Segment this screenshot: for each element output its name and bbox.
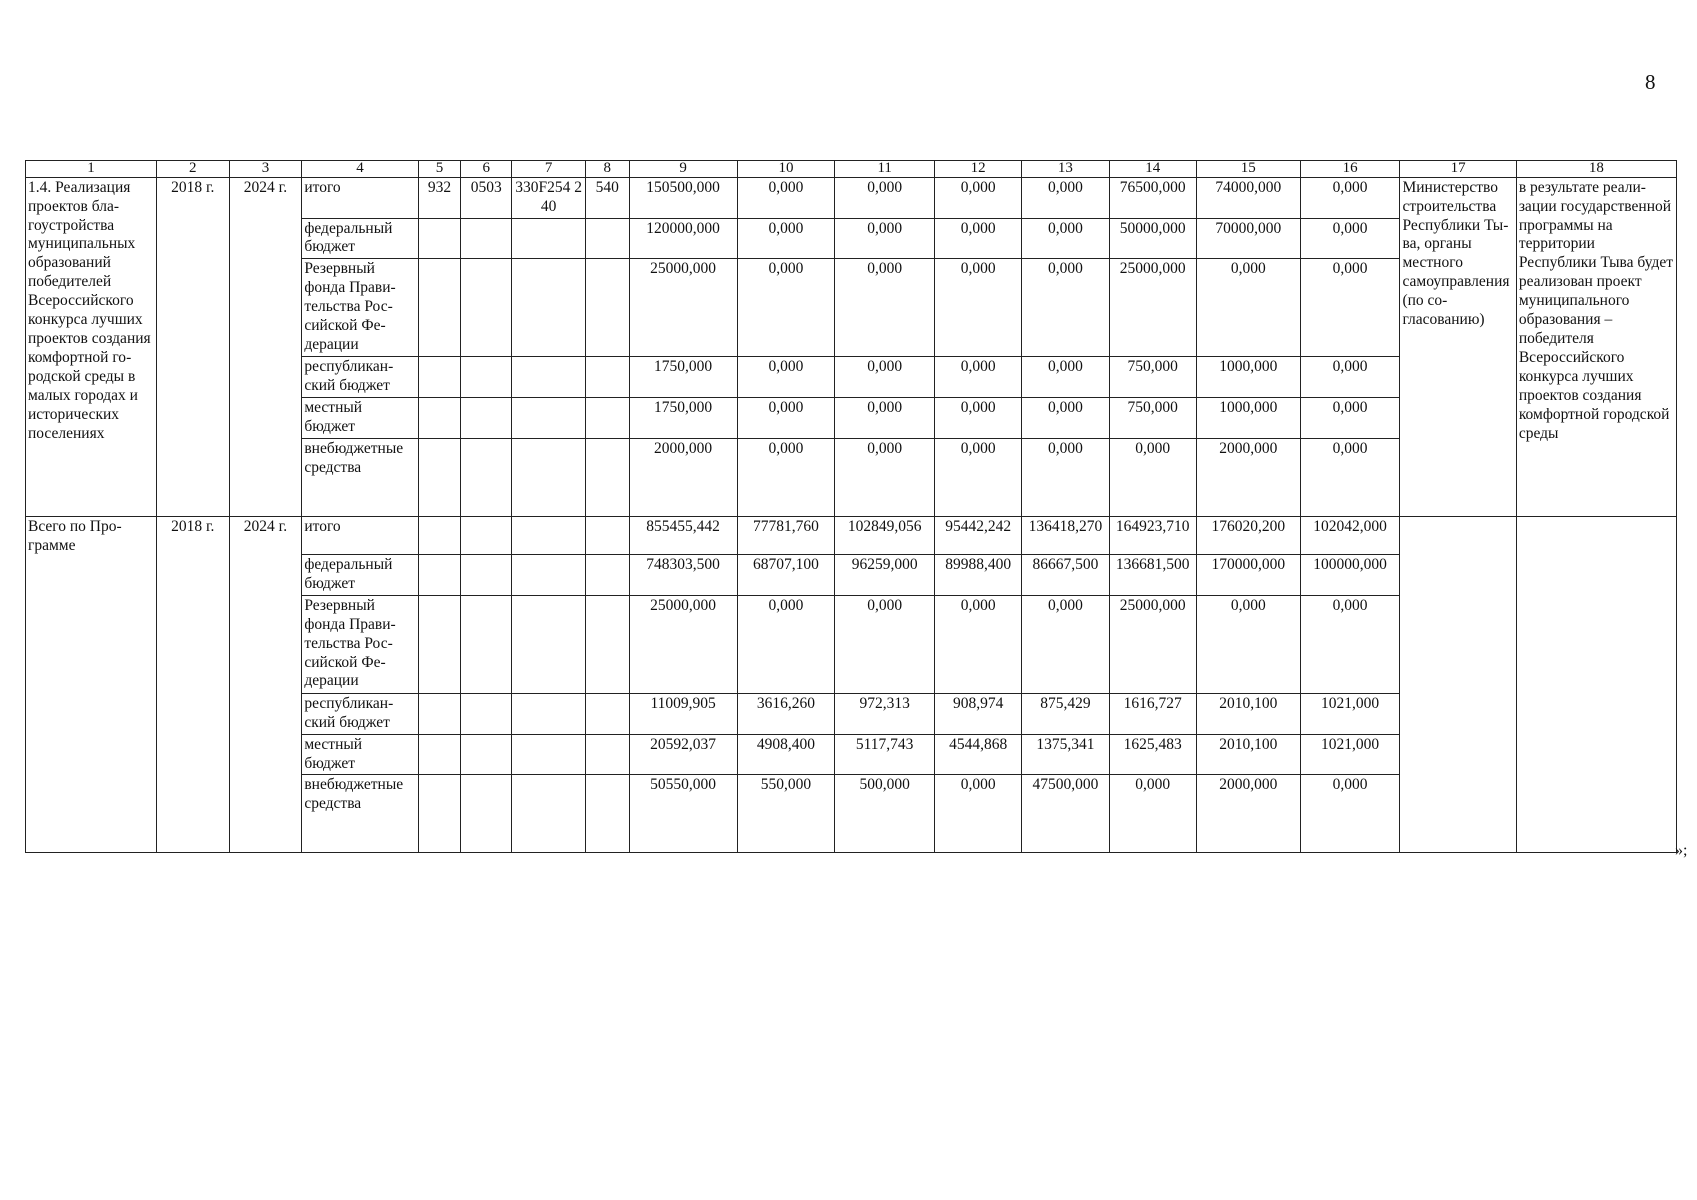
column-header-7: 7	[512, 161, 586, 178]
amount-cell: 4908,400	[737, 734, 835, 775]
amount-cell: 0,000	[935, 595, 1022, 693]
funding-source: Резервный фонда Правительства Российской Федерации	[302, 259, 418, 357]
amount-cell: 855455,442	[629, 517, 737, 555]
budget-code-cell	[585, 218, 629, 259]
amount-cell: 136418,270	[1022, 517, 1109, 555]
budget-code-cell	[418, 357, 461, 398]
amount-cell: 0,000	[835, 439, 935, 517]
column-header-3: 3	[229, 161, 302, 178]
funding-source: внебюджетные средства	[302, 775, 418, 853]
budget-code-cell: 0503	[461, 177, 512, 218]
amount-cell: 0,000	[1300, 177, 1400, 218]
program-item-name: 1.4. Реализация проектов благоустройства муниципальных образований победителей Всероссийского конкурса лучших проектов создания комфортной городской среды в малых городах и исторических поселениях	[26, 177, 157, 516]
budget-code-cell	[461, 259, 512, 357]
budget-code-cell	[512, 439, 586, 517]
budget-code-cell	[418, 775, 461, 853]
column-header-4: 4	[302, 161, 418, 178]
amount-cell: 2000,000	[629, 439, 737, 517]
amount-cell: 100000,000	[1300, 555, 1400, 596]
amount-cell: 0,000	[1300, 595, 1400, 693]
amount-cell: 0,000	[737, 259, 835, 357]
budget-code-cell	[418, 595, 461, 693]
amount-cell: 1021,000	[1300, 693, 1400, 734]
amount-cell: 77781,760	[737, 517, 835, 555]
amount-cell: 972,313	[835, 693, 935, 734]
budget-code-cell	[418, 693, 461, 734]
budget-code-cell	[418, 218, 461, 259]
amount-cell: 68707,100	[737, 555, 835, 596]
amount-cell: 164923,710	[1109, 517, 1196, 555]
budget-code-cell	[512, 555, 586, 596]
budget-code-cell	[585, 259, 629, 357]
amount-cell: 550,000	[737, 775, 835, 853]
amount-cell: 0,000	[737, 398, 835, 439]
amount-cell: 0,000	[1022, 398, 1109, 439]
budget-code-cell	[512, 398, 586, 439]
column-header-8: 8	[585, 161, 629, 178]
funding-source: итого	[302, 177, 418, 218]
amount-cell: 0,000	[1022, 595, 1109, 693]
table-row	[26, 177, 1677, 218]
amount-cell: 5117,743	[835, 734, 935, 775]
amount-cell: 3616,260	[737, 693, 835, 734]
budget-code-cell	[512, 357, 586, 398]
amount-cell: 0,000	[1196, 595, 1300, 693]
column-header-11: 11	[835, 161, 935, 178]
budget-code-cell	[512, 517, 586, 555]
amount-cell: 0,000	[835, 177, 935, 218]
amount-cell: 96259,000	[835, 555, 935, 596]
amount-cell: 0,000	[935, 259, 1022, 357]
budget-code-cell	[512, 693, 586, 734]
funding-source: внебюджетные средства	[302, 439, 418, 517]
program-item-name: Всего по Программе	[26, 517, 157, 853]
amount-cell: 0,000	[1300, 218, 1400, 259]
funding-source: Резервный фонда Правительства Российской Федерации	[302, 595, 418, 693]
budget-code-cell	[585, 555, 629, 596]
amount-cell: 2000,000	[1196, 439, 1300, 517]
budget-code-cell	[585, 357, 629, 398]
funding-source: республиканский бюджет	[302, 357, 418, 398]
amount-cell: 70000,000	[1196, 218, 1300, 259]
budget-code-cell	[461, 693, 512, 734]
amount-cell: 0,000	[737, 357, 835, 398]
budget-code-cell	[585, 595, 629, 693]
amount-cell: 0,000	[835, 398, 935, 439]
amount-cell: 11009,905	[629, 693, 737, 734]
amount-cell: 1021,000	[1300, 734, 1400, 775]
budget-code-cell	[418, 439, 461, 517]
end-year: 2024 г.	[229, 177, 302, 516]
amount-cell: 95442,242	[935, 517, 1022, 555]
amount-cell: 875,429	[1022, 693, 1109, 734]
amount-cell: 0,000	[935, 218, 1022, 259]
amount-cell: 170000,000	[1196, 555, 1300, 596]
amount-cell: 176020,200	[1196, 517, 1300, 555]
amount-cell: 0,000	[835, 595, 935, 693]
budget-code-cell: 330F254 240	[512, 177, 586, 218]
budget-code-cell	[461, 517, 512, 555]
amount-cell: 750,000	[1109, 398, 1196, 439]
column-header-5: 5	[418, 161, 461, 178]
budget-code-cell	[512, 218, 586, 259]
program-table	[25, 160, 1677, 853]
amount-cell: 1750,000	[629, 357, 737, 398]
amount-cell: 0,000	[1022, 177, 1109, 218]
column-header-15: 15	[1196, 161, 1300, 178]
amount-cell: 86667,500	[1022, 555, 1109, 596]
budget-code-cell	[585, 775, 629, 853]
amount-cell: 76500,000	[1109, 177, 1196, 218]
column-header-10: 10	[737, 161, 835, 178]
amount-cell: 120000,000	[629, 218, 737, 259]
budget-code-cell	[585, 693, 629, 734]
amount-cell: 1375,341	[1022, 734, 1109, 775]
column-header-12: 12	[935, 161, 1022, 178]
column-header-14: 14	[1109, 161, 1196, 178]
budget-code-cell	[585, 734, 629, 775]
budget-code-cell	[512, 775, 586, 853]
expected-result-cell	[1516, 517, 1676, 853]
amount-cell: 0,000	[1022, 439, 1109, 517]
amount-cell: 500,000	[835, 775, 935, 853]
amount-cell: 4544,868	[935, 734, 1022, 775]
budget-code-cell	[418, 398, 461, 439]
expected-result-cell: в результате реализации государственной программы на территории Республики Тыва будет реализован проект муниципального образования – победителя Всероссийского конкурса лучших проектов создания комфортной городской среды	[1516, 177, 1676, 516]
column-header-1: 1	[26, 161, 157, 178]
budget-code-cell	[585, 439, 629, 517]
budget-code-cell	[418, 555, 461, 596]
amount-cell: 0,000	[1300, 357, 1400, 398]
amount-cell: 2000,000	[1196, 775, 1300, 853]
start-year: 2018 г.	[156, 517, 229, 853]
column-header-16: 16	[1300, 161, 1400, 178]
amount-cell: 1616,727	[1109, 693, 1196, 734]
amount-cell: 0,000	[1109, 439, 1196, 517]
amount-cell: 50000,000	[1109, 218, 1196, 259]
page-number: 8	[1645, 70, 1656, 94]
budget-code-cell	[418, 517, 461, 555]
amount-cell: 0,000	[1300, 259, 1400, 357]
amount-cell: 0,000	[1196, 259, 1300, 357]
header-row	[26, 161, 1677, 178]
amount-cell: 1000,000	[1196, 398, 1300, 439]
amount-cell: 136681,500	[1109, 555, 1196, 596]
amount-cell: 20592,037	[629, 734, 737, 775]
column-header-9: 9	[629, 161, 737, 178]
amount-cell: 0,000	[835, 357, 935, 398]
table-row	[26, 517, 1677, 555]
column-header-18: 18	[1516, 161, 1676, 178]
amount-cell: 748303,500	[629, 555, 737, 596]
amount-cell: 0,000	[935, 775, 1022, 853]
amount-cell: 50550,000	[629, 775, 737, 853]
budget-code-cell	[512, 734, 586, 775]
amount-cell: 0,000	[935, 177, 1022, 218]
executor-cell: Министерство строительства Республики Тыва, органы местного самоуправления (по согласованию)	[1400, 177, 1516, 516]
funding-source: республиканский бюджет	[302, 693, 418, 734]
amount-cell: 1625,483	[1109, 734, 1196, 775]
amount-cell: 1750,000	[629, 398, 737, 439]
amount-cell: 0,000	[737, 595, 835, 693]
funding-source: местный бюджет	[302, 734, 418, 775]
executor-cell	[1400, 517, 1516, 853]
amount-cell: 0,000	[935, 398, 1022, 439]
budget-code-cell: 540	[585, 177, 629, 218]
amount-cell: 89988,400	[935, 555, 1022, 596]
funding-source: федеральный бюджет	[302, 218, 418, 259]
budget-code-cell: 932	[418, 177, 461, 218]
amount-cell: 0,000	[1022, 357, 1109, 398]
amount-cell: 0,000	[1300, 775, 1400, 853]
amount-cell: 0,000	[737, 177, 835, 218]
amount-cell: 1000,000	[1196, 357, 1300, 398]
amount-cell: 908,974	[935, 693, 1022, 734]
budget-code-cell	[461, 555, 512, 596]
funding-source: местный бюджет	[302, 398, 418, 439]
funding-source: федеральный бюджет	[302, 555, 418, 596]
amount-cell: 74000,000	[1196, 177, 1300, 218]
amount-cell: 0,000	[835, 218, 935, 259]
column-header-6: 6	[461, 161, 512, 178]
budget-code-cell	[461, 398, 512, 439]
amount-cell: 0,000	[935, 357, 1022, 398]
budget-code-cell	[461, 734, 512, 775]
column-header-2: 2	[156, 161, 229, 178]
amount-cell: 0,000	[1109, 775, 1196, 853]
amount-cell: 0,000	[935, 439, 1022, 517]
amount-cell: 102042,000	[1300, 517, 1400, 555]
column-header-13: 13	[1022, 161, 1109, 178]
amount-cell: 0,000	[737, 439, 835, 517]
budget-code-cell	[461, 595, 512, 693]
amount-cell: 750,000	[1109, 357, 1196, 398]
amount-cell: 0,000	[1022, 218, 1109, 259]
budget-code-cell	[461, 357, 512, 398]
funding-source: итого	[302, 517, 418, 555]
amount-cell: 0,000	[737, 218, 835, 259]
amount-cell: 25000,000	[629, 259, 737, 357]
budget-code-cell	[418, 259, 461, 357]
budget-code-cell	[585, 398, 629, 439]
column-header-17: 17	[1400, 161, 1516, 178]
budget-code-cell	[512, 595, 586, 693]
budget-code-cell	[512, 259, 586, 357]
amount-cell: 2010,100	[1196, 734, 1300, 775]
closing-quote-mark: »;	[1675, 842, 1688, 859]
amount-cell: 0,000	[1300, 398, 1400, 439]
budget-code-cell	[585, 517, 629, 555]
start-year: 2018 г.	[156, 177, 229, 516]
budget-code-cell	[461, 775, 512, 853]
amount-cell: 2010,100	[1196, 693, 1300, 734]
amount-cell: 25000,000	[1109, 259, 1196, 357]
budget-code-cell	[418, 734, 461, 775]
amount-cell: 150500,000	[629, 177, 737, 218]
amount-cell: 47500,000	[1022, 775, 1109, 853]
amount-cell: 0,000	[835, 259, 935, 357]
amount-cell: 25000,000	[629, 595, 737, 693]
end-year: 2024 г.	[229, 517, 302, 853]
budget-code-cell	[461, 439, 512, 517]
budget-code-cell	[461, 218, 512, 259]
amount-cell: 102849,056	[835, 517, 935, 555]
amount-cell: 0,000	[1022, 259, 1109, 357]
amount-cell: 0,000	[1300, 439, 1400, 517]
amount-cell: 25000,000	[1109, 595, 1196, 693]
